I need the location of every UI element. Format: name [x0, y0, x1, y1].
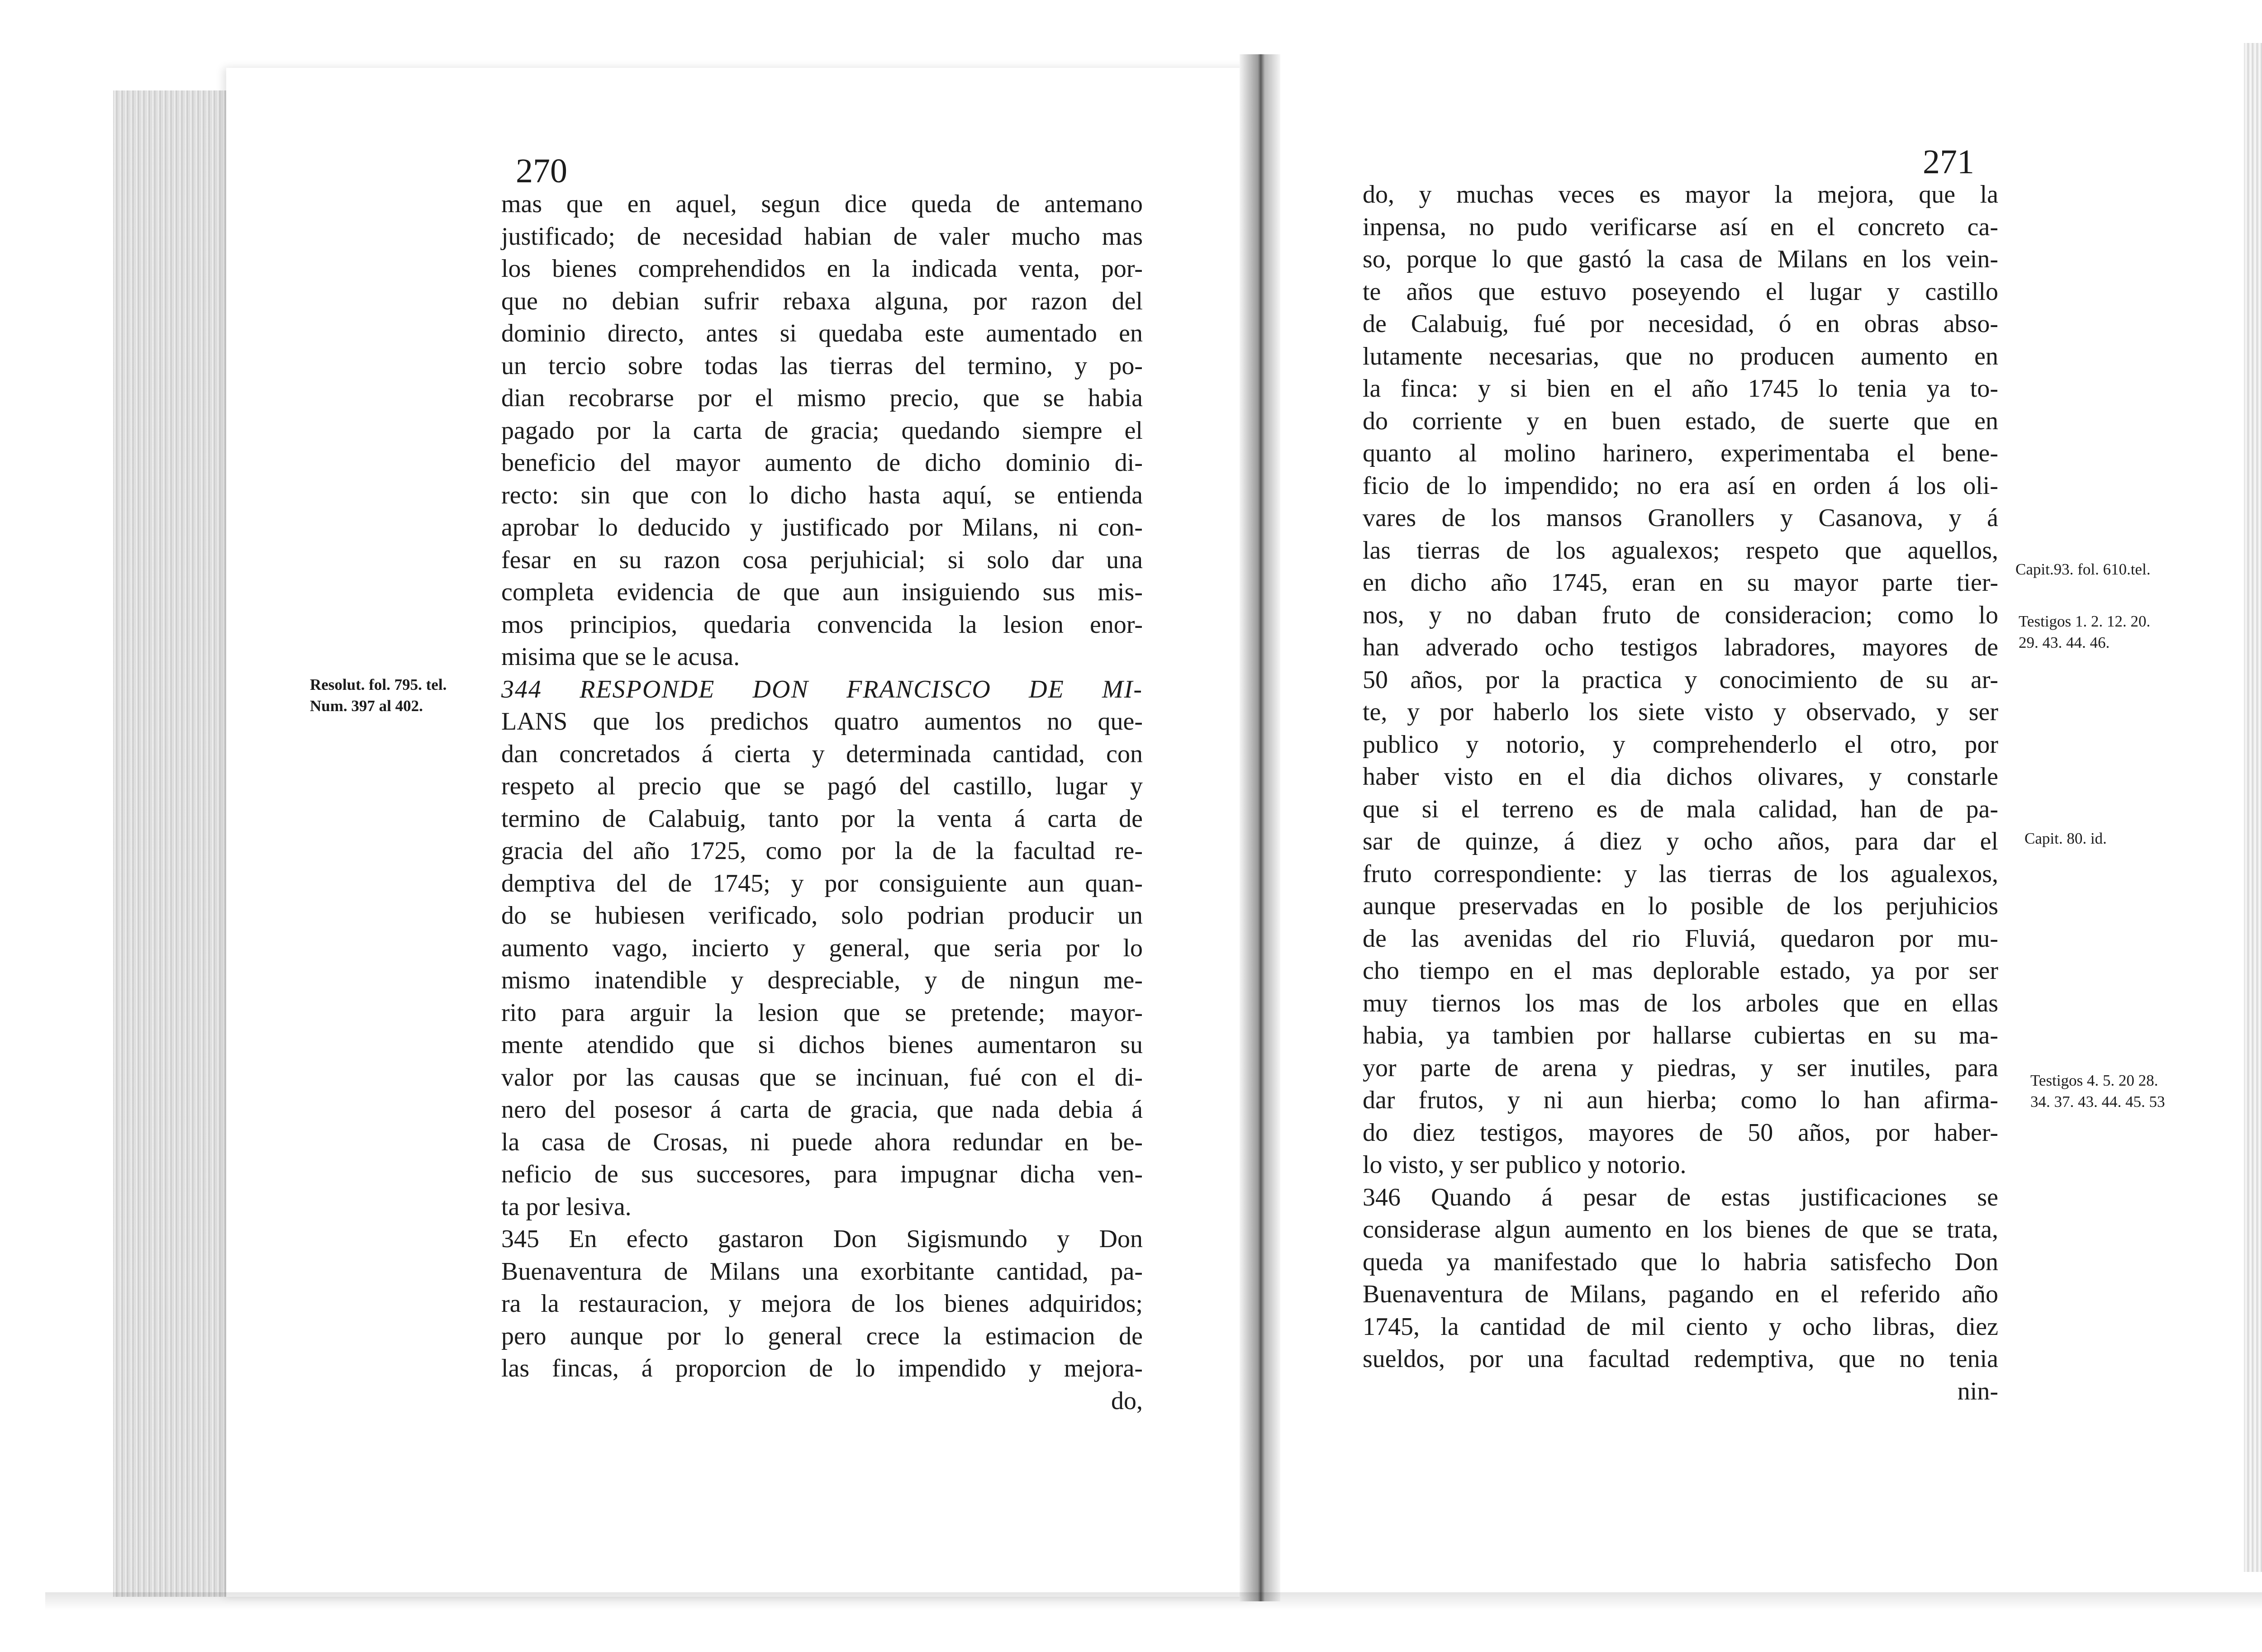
margin-note-line: Resolut. fol. 795. tel. [310, 676, 447, 693]
page-number-left: 270 [516, 152, 567, 190]
paragraph-345-start: 345 En efecto gastaron Don Sigismundo y Don [501, 1225, 1143, 1253]
text-line: Buenaventura de Milans, pagando en el referido año [1363, 1280, 1998, 1308]
margin-note-line: Num. 397 al 402. [310, 697, 423, 715]
text-line: inpensa, no pudo verificarse así en el concreto ca- [1363, 213, 1998, 241]
text-line: la casa de Crosas, ni puede ahora redundar en be- [501, 1128, 1143, 1156]
margin-note-line: 34. 37. 43. 44. 45. 53 [2030, 1093, 2165, 1111]
text-line: dan concretados á cierta y determinada cantidad, con [501, 740, 1143, 768]
text-line: de Calabuig, fué por necesidad, ó en obras abso- [1363, 310, 1998, 338]
text-line: quanto al molino harinero, experimentaba el bene- [1363, 439, 1998, 467]
margin-note-capit-80 [2024, 828, 2107, 849]
margin-note-line: Capit. 80. id. [2024, 830, 2107, 847]
text-line: demptiva del de 1745; y por consiguiente aun quan- [501, 869, 1143, 897]
text-line: considerase algun aumento en los bienes de que se trata, [1363, 1215, 1998, 1244]
text-line: do diez testigos, mayores de 50 años, por haber- [1363, 1118, 1998, 1147]
text-line: ficio de lo impendido; no era así en orden á los oli- [1363, 471, 1998, 500]
text-line: recto: sin que con lo dicho hasta aquí, se entienda [501, 481, 1143, 509]
text-line: muy tiernos los mas de los arboles que en ellas [1363, 989, 1998, 1017]
margin-note-testigos-2 [2030, 1070, 2165, 1112]
text-line: valor por las causas que se incinuan, fué con el di- [501, 1063, 1143, 1092]
margin-note-line: Capit.93. fol. 610.tel. [2015, 560, 2151, 578]
catchword-left: do, [1111, 1386, 1143, 1415]
text-line: rito para arguir la lesion que se pretende; mayor- [501, 998, 1143, 1027]
text-line: las fincas, á proporcion de lo impendido y mejora- [501, 1354, 1143, 1382]
text-line: do, y muchas veces es mayor la mejora, que la [1363, 180, 1998, 209]
text-line: do corriente y en buen estado, de suerte que en [1363, 407, 1998, 435]
text-line: lo visto, y ser publico y notorio. [1363, 1151, 1687, 1179]
margin-note-capit-93 [2015, 559, 2150, 580]
text-line: ta por lesiva. [501, 1192, 632, 1221]
catchword-right: nin- [1957, 1377, 1998, 1405]
paragraph-344-heading: 344 RESPONDE DON FRANCISCO DE MI- [501, 675, 1143, 703]
text-line: so, porque lo que gastó la casa de Milans en los vein- [1363, 245, 1998, 273]
text-line: completa evidencia de que aun insiguiendo sus mis- [501, 578, 1143, 606]
text-line: respeto al precio que se pagó del castillo, lugar y [501, 772, 1143, 800]
text-line: termino de Calabuig, tanto por la venta á carta de [501, 804, 1143, 833]
text-line: mas que en aquel, segun dice queda de antemano [501, 190, 1143, 218]
margin-note-testigos-1 [2019, 611, 2150, 653]
text-line: 1745, la cantidad de mil ciento y ocho libras, diez [1363, 1312, 1998, 1341]
text-line: aprobar lo deducido y justificado por Milans, ni con- [501, 513, 1143, 541]
text-line: 50 años, por la practica y conocimiento de su ar- [1363, 665, 1998, 694]
text-line: gracia del año 1725, como por la de la facultad re- [501, 837, 1143, 865]
margin-note-line: 29. 43. 44. 46. [2019, 634, 2110, 651]
text-line: yor parte de arena y piedras, y ser inutiles, para [1363, 1054, 1998, 1082]
text-line: neficio de sus succesores, para impugnar dicha ven- [501, 1160, 1143, 1188]
text-line: cho tiempo en el mas deplorable estado, ya por ser [1363, 957, 1998, 985]
text-line: ra la restauracion, y mejora de los bienes adquiridos; [501, 1290, 1143, 1318]
margin-note-line: Testigos 1. 2. 12. 20. [2019, 612, 2151, 630]
text-line: un tercio sobre todas las tierras del termino, y po- [501, 351, 1143, 380]
text-line: fesar en su razon cosa perjuhicial; si solo dar una [501, 546, 1143, 574]
text-line: fruto correspondiente: y las tierras de los agualexos, [1363, 859, 1998, 888]
text-line: nos, y no daban fruto de consideracion; como lo [1363, 601, 1998, 629]
text-line: te, y por haberlo los siete visto y observado, y ser [1363, 698, 1998, 726]
text-line: mismo inatendible y despreciable, y de ningun me- [501, 966, 1143, 994]
text-line: misima que se le acusa. [501, 643, 740, 671]
text-line: de las avenidas del rio Fluviá, quedaron por mu- [1363, 924, 1998, 953]
text-line: dominio directo, antes si quedaba este aumentado en [501, 319, 1143, 347]
margin-note-resolut [310, 674, 447, 717]
text-line: vares de los mansos Granollers y Casanova, y á [1363, 504, 1998, 532]
text-line: en dicho año 1745, eran en su mayor parte tier- [1363, 569, 1998, 597]
text-line: dar frutos, y ni aun hierba; como lo han afirma- [1363, 1086, 1998, 1114]
text-line: te años que estuvo poseyendo el lugar y castillo [1363, 277, 1998, 306]
text-line: que si el terreno es de mala calidad, han de pa- [1363, 795, 1998, 823]
text-line: haber visto en el dia dichos olivares, y constarle [1363, 763, 1998, 791]
text-line: las tierras de los agualexos; respeto que aquellos, [1363, 536, 1998, 565]
paragraph-346-start: 346 Quando á pesar de estas justificaciones se [1363, 1183, 1998, 1211]
text-line: habia, ya tambien por hallarse cubiertas en su ma- [1363, 1021, 1998, 1049]
text-line: nero del posesor á carta de gracia, que nada debia á [501, 1096, 1143, 1124]
page-stack-right-edge [2244, 43, 2262, 1572]
text-line: han adverado ocho testigos labradores, mayores de [1363, 633, 1998, 661]
text-line: beneficio del mayor aumento de dicho dominio di- [501, 449, 1143, 477]
text-line: pagado por la carta de gracia; quedando siempre el [501, 416, 1143, 445]
text-line: aunque preservadas en lo posible de los perjuhicios [1363, 892, 1998, 920]
text-line: justificado; de necesidad habian de valer mucho mas [501, 222, 1143, 251]
text-line: LANS que los predichos quatro aumentos no que- [501, 707, 1143, 736]
text-line: los bienes comprehendidos en la indicada venta, por- [501, 255, 1143, 283]
page-number-right: 271 [1923, 143, 1974, 181]
book-gutter [1240, 54, 1280, 1601]
text-line: do se hubiesen verificado, solo podrian producir un [501, 902, 1143, 930]
text-line: lutamente necesarias, que no producen aumento en [1363, 342, 1998, 370]
text-line: aumento vago, incierto y general, que seria por lo [501, 934, 1143, 962]
text-line: sar de quinze, á diez y ocho años, para dar el [1363, 827, 1998, 855]
text-line: mente atendido que si dichos bienes aumentaron su [501, 1031, 1143, 1059]
text-line: mos principios, quedaria convencida la lesion enor- [501, 610, 1143, 639]
text-line: pero aunque por lo general crece la estimacion de [501, 1322, 1143, 1350]
text-line: publico y notorio, y comprehenderlo el otro, por [1363, 730, 1998, 759]
text-line: la finca: y si bien en el año 1745 lo tenia ya to- [1363, 375, 1998, 403]
text-line: Buenaventura de Milans una exorbitante cantidad, pa- [501, 1257, 1143, 1286]
book-bottom-shadow [45, 1592, 2262, 1610]
text-line: que no debian sufrir rebaxa alguna, por razon del [501, 287, 1143, 315]
text-line: queda ya manifestado que lo habria satisfecho Don [1363, 1248, 1998, 1276]
text-line: dian recobrarse por el mismo precio, que se habia [501, 384, 1143, 412]
left-page-body [501, 188, 1143, 1417]
right-page-body [1363, 179, 1998, 1408]
margin-note-line: Testigos 4. 5. 20 28. [2030, 1072, 2158, 1089]
text-line: sueldos, por una facultad redemptiva, que no tenia [1363, 1345, 1998, 1373]
